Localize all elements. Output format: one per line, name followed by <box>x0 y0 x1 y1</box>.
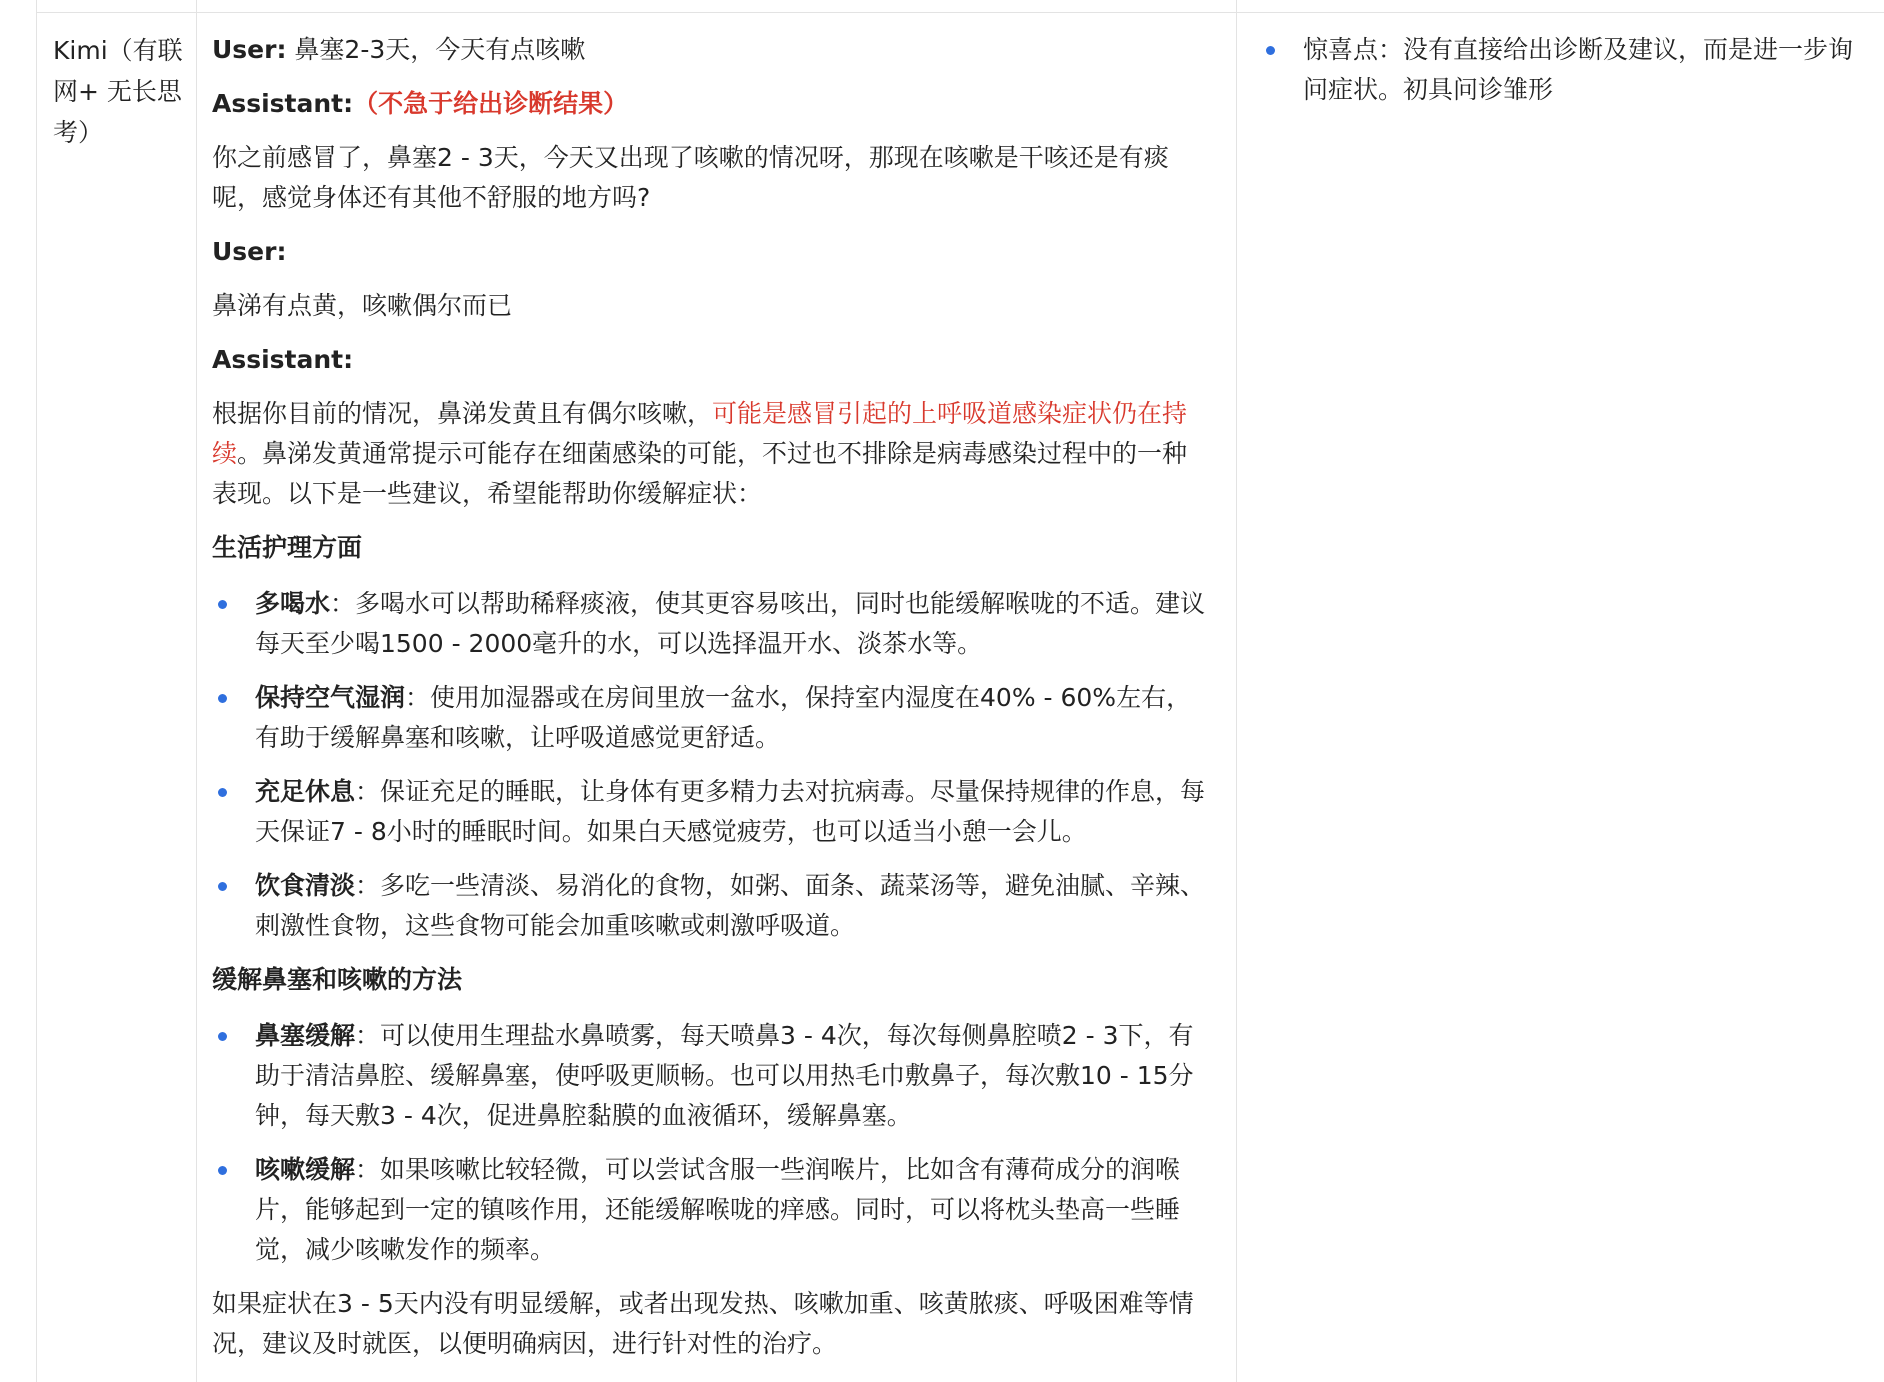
list-item-text: ：多吃一些清淡、易消化的食物，如粥、面条、蔬菜汤等，避免油腻、辛辣、刺激性食物，这些食物可能会加重咳嗽或刺激呼吸道。 <box>255 871 1206 940</box>
turn2-user-message: 鼻涕有点黄，咳嗽偶尔而已 <box>212 291 513 320</box>
list-item-text: ：保证充足的睡眠，让身体有更多精力去对抗病毒。尽量保持规律的作息，每天保证7 - 8小时的睡眠时间。如果白天感觉疲劳，也可以适当小憩一会儿。 <box>255 777 1206 846</box>
list-item <box>212 772 1212 852</box>
list-item <box>212 866 1212 946</box>
turn2-user-label <box>212 232 1212 272</box>
assistant-label: Assistant: <box>212 89 354 118</box>
turn1-assistant-header <box>212 84 1212 124</box>
section-title-lifestyle: 生活护理方面 <box>212 533 363 562</box>
column-divider-1 <box>196 0 197 1382</box>
intro-text-b: 。鼻涕发黄通常提示可能存在细菌感染的可能，不过也不排除是病毒感染过程中的一种表现。以下是一些建议，希望能帮助你缓解症状： <box>212 439 1188 508</box>
column-divider-2 <box>1236 0 1237 1382</box>
turn2-assistant-label <box>212 340 1212 380</box>
list-item <box>212 678 1212 758</box>
section-title-relief: 缓解鼻塞和咳嗽的方法 <box>212 965 463 994</box>
intro-text-a: 根据你目前的情况，鼻涕发黄且有偶尔咳嗽， <box>212 399 713 428</box>
list-item-text: ：多喝水可以帮助稀释痰液，使其更容易咳出，同时也能缓解喉咙的不适。建议每天至少喝1500 - 2000毫升的水，可以选择温开水、淡茶水等。 <box>255 589 1206 658</box>
list-item-title: 充足休息 <box>255 777 356 806</box>
notes-cell <box>1260 30 1870 124</box>
assistant-annotation: （不急于给出诊断结果） <box>353 89 629 118</box>
turn1-assistant-reply: 你之前感冒了，鼻塞2 - 3天，今天又出现了咳嗽的情况呀，那现在咳嗽是干咳还是有痰呢，感觉身体还有其他不舒服的地方吗? <box>212 143 1169 212</box>
list-item <box>212 584 1212 664</box>
list-item <box>212 1150 1212 1270</box>
comparison-table <box>36 0 1884 1382</box>
list-item-text: ：如果咳嗽比较轻微，可以尝试含服一些润喉片，比如含有薄荷成分的润喉片，能够起到一定的镇咳作用，还能缓解喉咙的痒感。同时，可以将枕头垫高一些睡觉，减少咳嗽发作的频率。 <box>255 1155 1181 1264</box>
list-item-title: 鼻塞缓解 <box>255 1021 356 1050</box>
user-label: User: <box>212 35 287 64</box>
turn2-assistant-intro <box>212 394 1212 514</box>
note-item: 惊喜点：没有直接给出诊断及建议，而是进一步询问症状。初具问诊雏形 <box>1260 30 1870 110</box>
model-name-label: Kimi（有联网+ 无长思考） <box>53 36 183 147</box>
user-message: 鼻塞2-3天，今天有点咳嗽 <box>286 35 586 64</box>
list-item-title: 咳嗽缓解 <box>255 1155 356 1184</box>
closing-advice: 如果症状在3 - 5天内没有明显缓解，或者出现发热、咳嗽加重、咳黄脓痰、呼吸困难等情况，建议及时就医，以便明确病因，进行针对性的治疗。 <box>212 1289 1194 1358</box>
list-item <box>212 1016 1212 1136</box>
relief-list <box>212 1016 1212 1270</box>
lifestyle-list <box>212 584 1212 946</box>
dialog-cell <box>212 30 1212 1378</box>
notes-list <box>1260 30 1870 110</box>
list-item-title: 饮食清淡 <box>255 871 356 900</box>
turn1-user <box>212 30 1212 70</box>
user-label: User: <box>212 237 287 266</box>
row-top-border <box>37 12 1884 13</box>
list-item-text: ：可以使用生理盐水鼻喷雾，每天喷鼻3 - 4次，每次每侧鼻腔喷2 - 3下，有助于清洁鼻腔、缓解鼻塞，使呼吸更顺畅。也可以用热毛巾敷鼻子，每次敷10 - 15分钟，每天敷3 - 4次，促进鼻腔黏膜的血液循环，缓解鼻塞。 <box>255 1021 1194 1130</box>
list-item-text: ：使用加湿器或在房间里放一盆水，保持室内湿度在40% - 60%左右，有助于缓解鼻塞和咳嗽，让呼吸道感觉更舒适。 <box>255 683 1192 752</box>
list-item-title: 多喝水 <box>255 589 331 618</box>
intro-highlight: 可能是感冒引起的上呼吸道感染症状仍在持续 <box>212 399 1188 468</box>
assistant-label: Assistant: <box>212 345 354 374</box>
list-item-title: 保持空气湿润 <box>255 683 406 712</box>
model-name-cell <box>53 30 198 153</box>
